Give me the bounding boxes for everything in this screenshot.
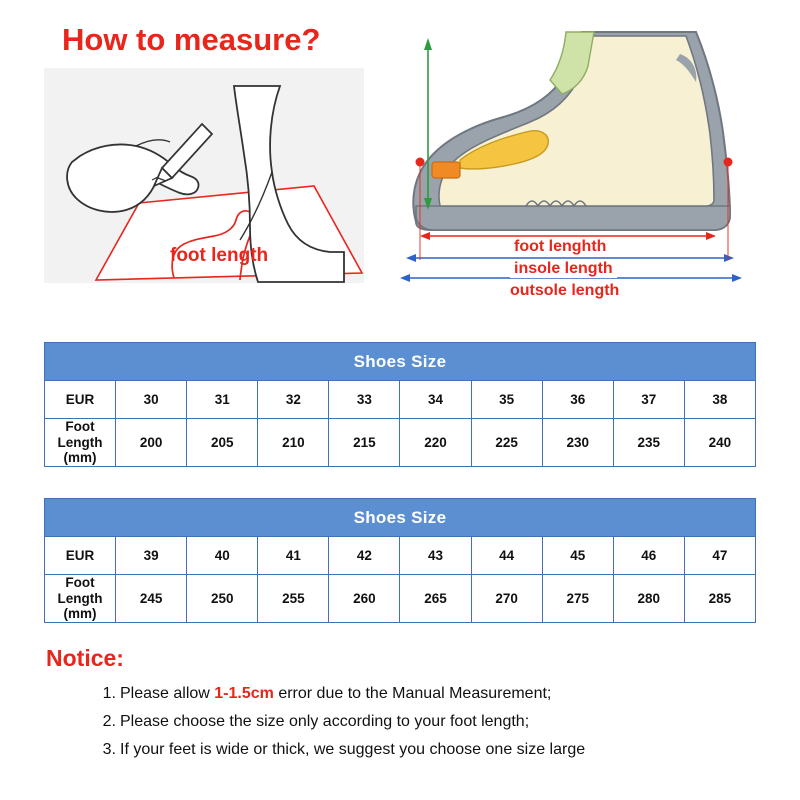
notice-item-number: 2. [102,713,116,730]
table-cell: 42 [329,537,400,575]
table-cell: 275 [542,575,613,623]
foot-length-dimension-label: foot lenghth [510,238,610,256]
table-cell: 38 [684,381,755,419]
table-cell: 245 [116,575,187,623]
table-row-eur [45,381,756,419]
table-cell: 285 [684,575,755,623]
page-title: How to measure? [62,22,321,57]
table-cell: 36 [542,381,613,419]
table-cell: 280 [613,575,684,623]
table-cell: 32 [258,381,329,419]
table-cell: 40 [187,537,258,575]
notice-item-text-before: Please allow [120,685,215,702]
shoes-size-table-2 [44,498,756,623]
outsole-length-dimension-label: outsole length [506,282,623,300]
table-cell: 200 [116,419,187,467]
foot-length-caption: foot length [170,245,269,266]
table-cell: 240 [684,419,755,467]
table-title-row [45,499,756,537]
notice-list [46,680,766,764]
table-cell: 255 [258,575,329,623]
row-label-foot-length [45,419,116,467]
table-row-foot-length [45,575,756,623]
illustration-area [0,0,800,320]
notice-item-text-after: error due to the Manual Measurement; [273,685,552,702]
list-item [102,708,766,736]
table-cell: 45 [542,537,613,575]
shoe-cross-section-illustration [380,10,780,310]
table-cell: 34 [400,381,471,419]
notice-item-text-before: If your feet is wide or thick, we suggest you choose one size large [120,741,586,758]
table-row-foot-length [45,419,756,467]
row-label-foot-length [45,575,116,623]
table-cell: 43 [400,537,471,575]
table-cell: 210 [258,419,329,467]
table-cell: 225 [471,419,542,467]
notice-title: Notice: [46,645,124,671]
table-cell: 35 [471,381,542,419]
table-cell: 270 [471,575,542,623]
shoes-size-table-1 [44,342,756,467]
table-cell: 39 [116,537,187,575]
table-cell: 260 [329,575,400,623]
table-cell: 41 [258,537,329,575]
table-cell: 33 [329,381,400,419]
table-cell: 44 [471,537,542,575]
table-title-row [45,343,756,381]
table-cell: 205 [187,419,258,467]
notice-item-text-before: Please choose the size only according to your foot length; [120,713,530,730]
table-cell: 46 [613,537,684,575]
list-item [102,736,766,764]
table-row-eur [45,537,756,575]
notice-item-number: 1. [102,685,116,702]
notice-item-number: 3. [102,741,116,758]
list-item [102,680,766,708]
table-cell: 30 [116,381,187,419]
table-cell: 250 [187,575,258,623]
row-label-foot-length-main: Foot Length [57,575,103,606]
row-label-foot-length-unit: (mm) [63,606,97,622]
table-title: Shoes Size [45,343,756,381]
table-cell: 220 [400,419,471,467]
notice-section [46,645,766,764]
row-label-foot-length-unit: (mm) [63,450,97,466]
table-cell: 235 [613,419,684,467]
table-cell: 37 [613,381,684,419]
table-cell: 230 [542,419,613,467]
row-label-foot-length-main: Foot Length [57,419,103,450]
table-cell: 215 [329,419,400,467]
insole-length-dimension-label: insole length [510,260,617,278]
notice-item-highlight: 1-1.5cm [214,685,274,702]
table-cell: 265 [400,575,471,623]
table-cell: 31 [187,381,258,419]
table-title: Shoes Size [45,499,756,537]
row-label-eur: EUR [45,381,116,419]
row-label-eur: EUR [45,537,116,575]
table-cell: 47 [684,537,755,575]
